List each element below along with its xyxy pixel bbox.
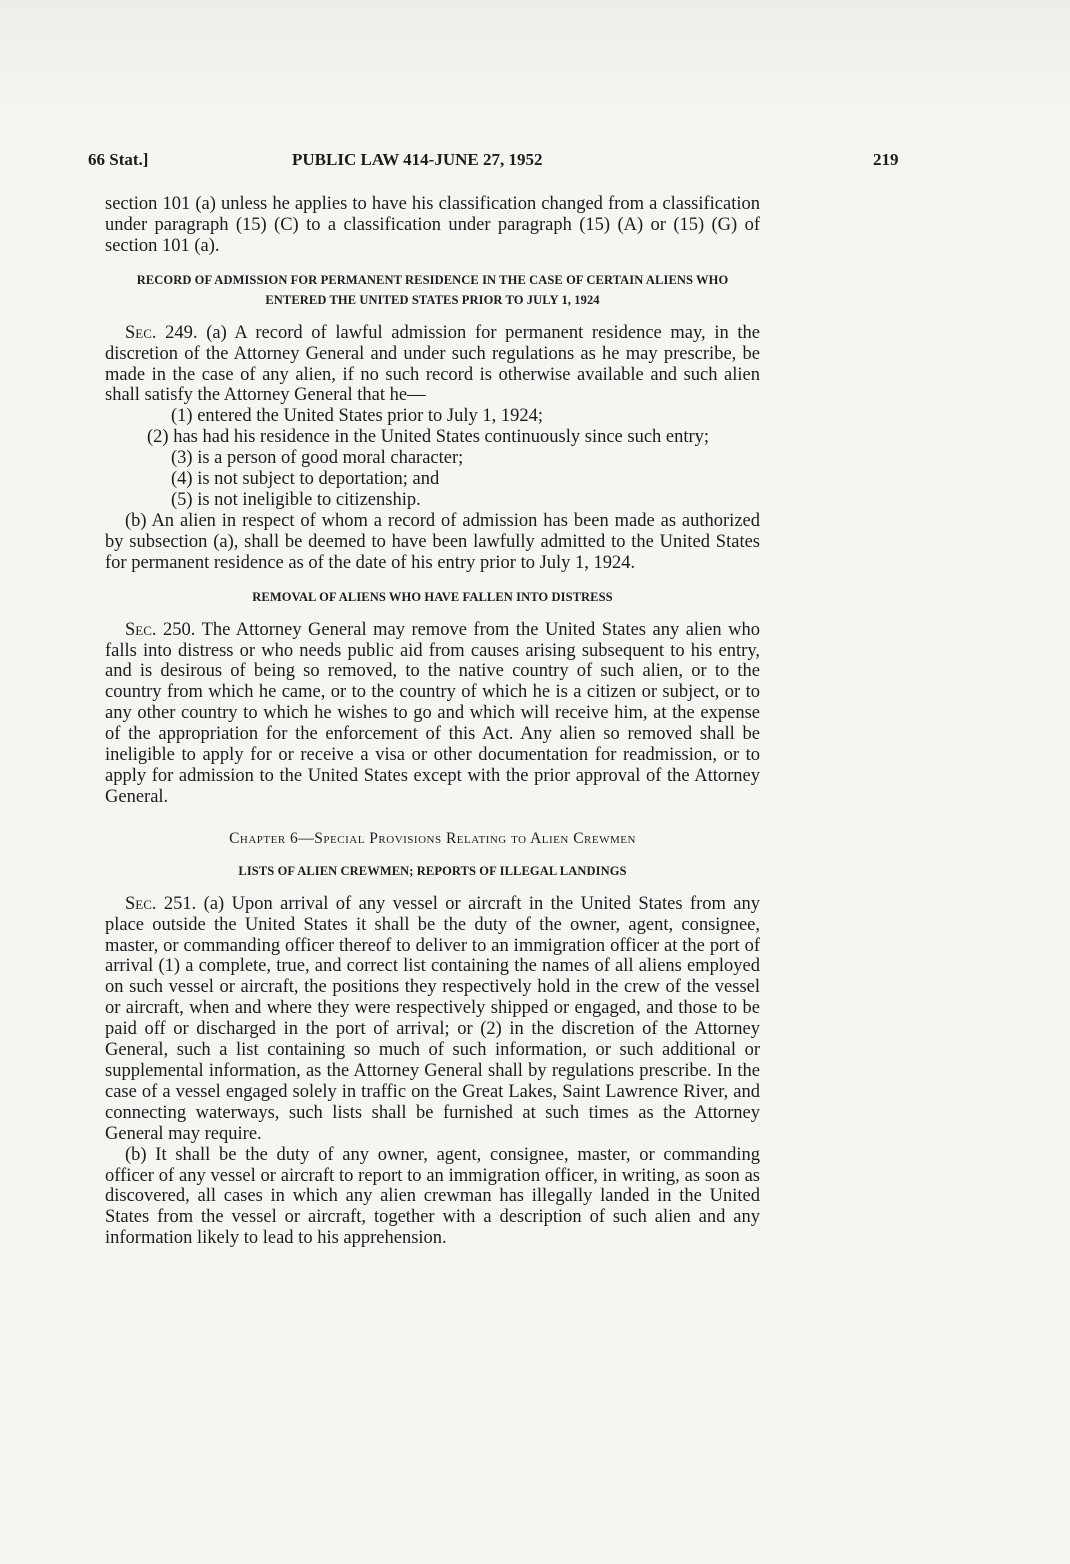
sec-249-paragraph-a	[105, 323, 760, 407]
section-heading-251: LISTS OF ALIEN CREWMEN; REPORTS OF ILLEGAL LANDINGS	[238, 863, 627, 878]
sec-249-text-a: (a) A record of lawful admission for permanent residence may, in the discretion of the Attorney General and under such regulations as he may prescribe, be made in the case of any alien, if no such record is otherwise available and such alien shall satisfy the Attorney General that he—	[105, 322, 760, 406]
sec-249-item-1: (1) entered the United States prior to July 1, 1924;	[171, 406, 543, 427]
header-volume: 66 Stat.]	[88, 150, 149, 169]
sec-251-paragraph-a	[105, 894, 760, 1145]
bleed-through-shadow	[0, 0, 1070, 120]
sec-249-paragraph-b: (b) An alien in respect of whom a record of admission has been made as authorized by subsection (a), shall be deemed to have been lawfully admitted to the United States for permanent residence as of the date of his entry prior to July 1, 1924.	[105, 510, 760, 573]
chapter-heading: Chapter 6—Special Provisions Relating to Alien Crewmen	[229, 829, 636, 847]
document-page	[88, 150, 899, 1249]
section-heading-249: RECORD OF ADMISSION FOR PERMANENT RESIDENCE IN THE CASE OF CERTAIN ALIENS WHO ENTERED THE UNITED STATES PRIOR TO JULY 1, 1924	[136, 272, 729, 307]
sec-249-item-4: (4) is not subject to deportation; and	[171, 469, 440, 490]
paragraph-intro: section 101 (a) unless he applies to have his classification changed from a classification under paragraph (15) (C) to a classification under paragraph (15) (A) or (15) (G) of section 101 (a).	[105, 194, 760, 256]
sec-251-paragraph-b: (b) It shall be the duty of any owner, agent, consignee, master, or commanding officer of any vessel or aircraft to report to an immigration officer, in writing, as soon as discovered, all cases in which any alien crewman has illegally landed in the United States from the vessel or aircraft, together with a description of such alien and any information likely to lead to his apprehension.	[105, 1144, 760, 1249]
sec-249-item-3: (3) is a person of good moral character;	[171, 448, 464, 469]
sec-249-item-2: (2) has had his residence in the United States continuously since such entry;	[147, 427, 710, 448]
page-number: 219	[873, 150, 899, 169]
sec-249-item-5: (5) is not ineligible to citizenship.	[171, 489, 421, 510]
sec-250-paragraph	[105, 620, 760, 808]
running-header	[88, 150, 899, 178]
sec-251-label: Sec. 251.	[125, 893, 197, 914]
sec-250-text: The Attorney General may remove from the United States any alien who falls into distress or who needs public aid from causes arising subsequent to his entry, and is desirous of being so removed, to the native country of such alien, or to the country from which he came, or to the country of which he is a citizen or subject, or to any other country to which he wishes to go and which will receive him, at the expense of the appropriation for the enforcement of this Act. Any alien so removed shall be ineligible to apply for or receive a visa or other documentation for readmission, or to apply for admission to the United States except with the prior approval of the Attorney General.	[105, 619, 760, 807]
header-title: PUBLIC LAW 414-JUNE 27, 1952	[292, 150, 543, 169]
sec-250-label: Sec. 250.	[125, 619, 196, 640]
section-heading-250: REMOVAL OF ALIENS WHO HAVE FALLEN INTO DISTRESS	[252, 589, 613, 604]
sec-249-label: Sec. 249.	[125, 322, 198, 343]
sec-251-text-a: (a) Upon arrival of any vessel or aircraft in the United States from any place outside the United States it shall be the duty of the owner, agent, consignee, master, or commanding officer thereof to deliver to an immigration officer at the port of arrival (1) a complete, true, and correct list containing the names of all aliens employed on such vessel or aircraft, the positions they respectively hold in the crew of the vessel or aircraft, when and where they were respectively shipped or engaged, and those to be paid off or discharged in the port of arrival; or (2) in the discretion of the Attorney General, such a list containing so much of such information, or such additional or supplemental information, as the Attorney General shall by regulations prescribe. In the case of a vessel engaged solely in traffic on the Great Lakes, Saint Lawrence River, and connecting waterways, such lists shall be furnished at such times as the Attorney General may require.	[105, 893, 760, 1144]
